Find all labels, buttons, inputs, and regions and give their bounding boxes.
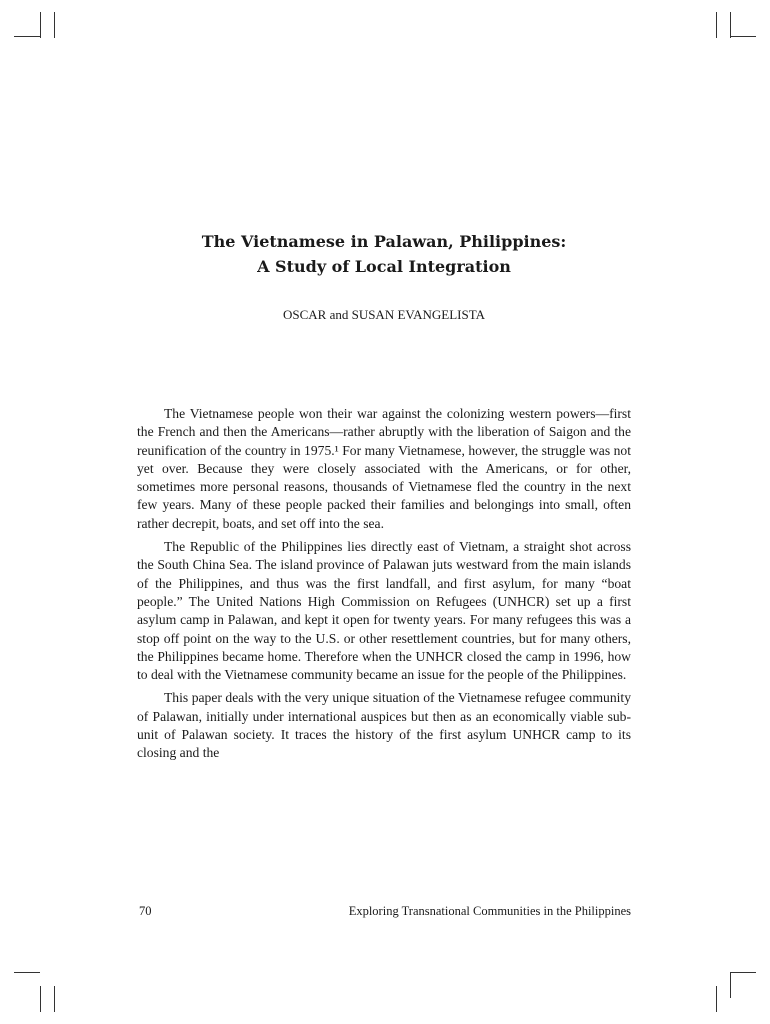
crop-mark-bottom-left-h xyxy=(14,972,40,973)
page-number: 70 xyxy=(139,904,152,918)
crop-mark-top-left-v2 xyxy=(54,12,55,38)
crop-mark-top-right-v2 xyxy=(730,12,731,38)
crop-mark-bottom-left-v1 xyxy=(40,986,41,1012)
title-line-1: The Vietnamese in Palawan, Philippines: xyxy=(201,232,567,251)
crop-mark-bottom-left-v2 xyxy=(54,986,55,1012)
title-line-2: A Study of Local Integration xyxy=(257,257,511,276)
paragraph-1: The Vietnamese people won their war against the colonizing western powers—first the French and then the Americans—rather abruptly with the liberation of Saigon and the reunification of the country in 1975.¹ For many Vietnamese, however, the struggle was not yet over. Because they were closely associated with the Americans, or for other, sometimes more personal reasons, thousands of Vietnamese fled the country in the next few years. Many of these people packed their families and belongings into small, often rather decrepit, boats, and set off into the sea. xyxy=(137,406,631,531)
crop-mark-bottom-right-h xyxy=(730,972,756,973)
crop-mark-bottom-right-v2 xyxy=(730,972,731,998)
crop-mark-top-left-h xyxy=(14,36,40,37)
crop-mark-top-left-v1 xyxy=(40,12,41,38)
authors: OSCAR and SUSAN EVANGELISTA xyxy=(282,307,486,322)
crop-mark-top-right-v1 xyxy=(716,12,717,38)
crop-mark-bottom-right-v1 xyxy=(716,986,717,1012)
paragraph-2: The Republic of the Philippines lies directly east of Vietnam, a straight shot across the South China Sea. The island province of Palawan juts westward from the main islands of the Philippines, and thus was the first landfall, and first asylum, for many “boat people.” The United Nations High Commission on Refugees (UNHCR) set up a first asylum camp in Palawan, and kept it open for twenty years. For many refugees this was a stop off point on the way to the U.S. or other resettlement countries, but for many others, the Philippines became home. Therefore when the UNHCR closed the camp in 1996, how to deal with the Vietnamese community became an issue for the people of the Philippines. xyxy=(137,539,631,683)
running-title: Exploring Transnational Communities in the Philippines xyxy=(348,904,631,918)
article-title xyxy=(137,229,631,279)
article-body xyxy=(137,405,631,768)
paragraph-3: This paper deals with the very unique situation of the Vietnamese refugee community of Palawan, initially under international auspices but then as an economically viable sub-unit of Palawan society. It traces the history of the first asylum UNHCR camp to its closing and the xyxy=(137,690,631,761)
crop-mark-top-right-h xyxy=(730,36,756,37)
